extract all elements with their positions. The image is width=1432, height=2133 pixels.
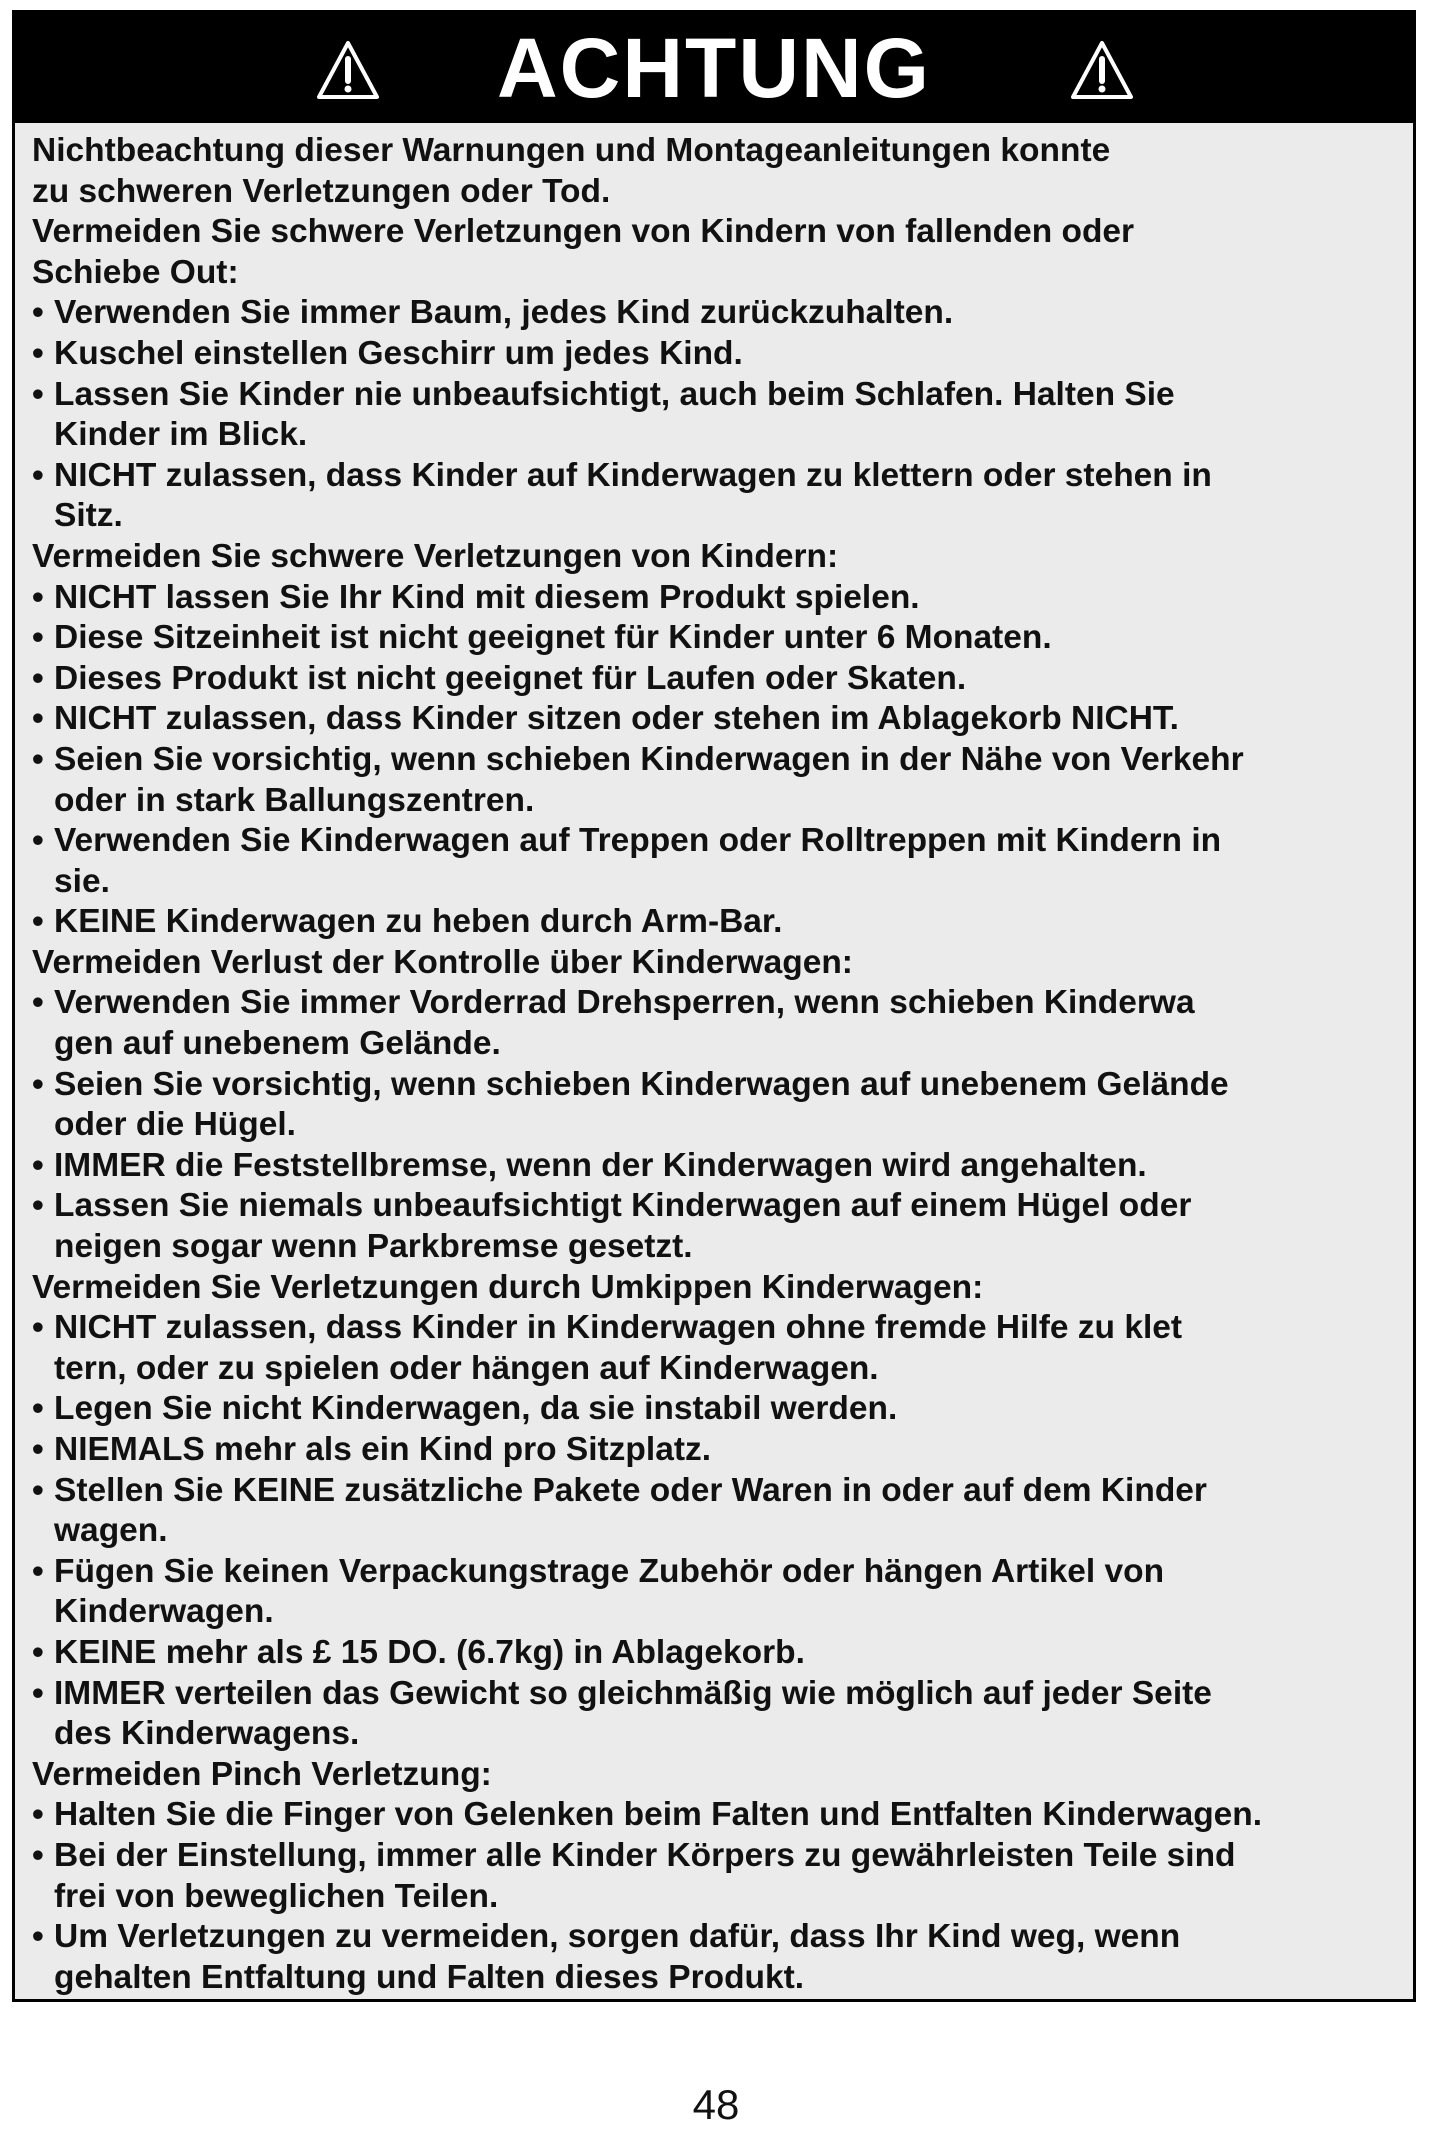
bullet-item <box>32 1674 1413 1755</box>
bullet-text: des Kinderwagens. <box>54 1715 360 1753</box>
bullet-text: • Legen Sie nicht Kinderwagen, da sie instabil werden. <box>54 1390 898 1428</box>
bullet-text: • Bei der Einstellung, immer alle Kinder Körpers zu gewährleisten Teile sind <box>54 1836 1236 1874</box>
bullet-item <box>32 1836 1413 1917</box>
bullet-item <box>32 659 1413 700</box>
warning-content <box>15 123 1413 1998</box>
bullet-text: • NICHT zulassen, dass Kinder auf Kinderwagen zu klettern oder stehen in <box>54 456 1212 494</box>
bullet-text: gen auf unebenem Gelände. <box>54 1025 501 1063</box>
page-number: 48 <box>692 2081 740 2128</box>
bullet-text: • KEINE Kinderwagen zu heben durch Arm-Bar. <box>54 903 783 941</box>
bullet-text: • Lassen Sie niemals unbeaufsichtigt Kinderwagen auf einem Hügel oder <box>54 1187 1192 1225</box>
warning-header <box>15 13 1413 123</box>
bullet-text: Sitz. <box>54 497 123 535</box>
bullet-text: • Verwenden Sie immer Baum, jedes Kind zurückzuhalten. <box>54 294 954 332</box>
bullet-item <box>32 821 1413 902</box>
intro-line: Nichtbeachtung dieser Warnungen und Montageanleitungen konnte <box>32 132 1111 169</box>
bullet-text: • NIEMALS mehr als ein Kind pro Sitzplatz. <box>54 1431 712 1468</box>
bullet-text: • Um Verletzungen zu vermeiden, sorgen dafür, dass Ihr Kind weg, wenn <box>54 1918 1181 1956</box>
bullet-text: Kinderwagen. <box>54 1593 274 1631</box>
bullet-text: neigen sogar wenn Parkbremse gesetzt. <box>54 1228 693 1266</box>
bullet-text: • Diese Sitzeinheit ist nicht geeignet für Kinder unter 6 Monaten. <box>54 619 1052 657</box>
bullet-item <box>32 1917 1413 1998</box>
bullet-item <box>32 1633 1413 1674</box>
bullet-item <box>32 699 1413 740</box>
bullet-text: • Verwenden Sie Kinderwagen auf Treppen oder Rolltreppen mit Kindern in <box>54 822 1222 860</box>
section-heading: Vermeiden Sie schwere Verletzungen von Kindern: <box>32 537 839 575</box>
bullet-text: • Dieses Produkt ist nicht geeignet für Laufen oder Skaten. <box>54 659 967 697</box>
bullet-text: • IMMER die Feststellbremse, wenn der Kinderwagen wird angehalten. <box>54 1146 1147 1184</box>
bullet-text: frei von beweglichen Teilen. <box>54 1877 499 1915</box>
bullet-text: tern, oder zu spielen oder hängen auf Kinderwagen. <box>54 1349 879 1387</box>
warning-box <box>12 10 1416 2002</box>
bullet-item <box>32 578 1413 619</box>
warning-triangle-icon <box>1069 39 1135 103</box>
bullet-item <box>32 1186 1413 1267</box>
bullet-item <box>32 1471 1413 1552</box>
bullet-text: • NICHT zulassen, dass Kinder in Kinderwagen ohne fremde Hilfe zu klet <box>54 1309 1183 1347</box>
bullet-item <box>32 902 1413 943</box>
section-heading: Schiebe Out: <box>32 253 239 291</box>
bullet-item <box>32 1552 1413 1633</box>
bullet-item <box>32 456 1413 537</box>
bullet-text: • Lassen Sie Kinder nie unbeaufsichtigt, auch beim Schlafen. Halten Sie <box>54 375 1175 413</box>
section-heading: Vermeiden Sie schwere Verletzungen von Kindern von fallenden oder <box>32 213 1135 251</box>
bullet-text: • Stellen Sie KEINE zusätzliche Pakete oder Waren in oder auf dem Kinder <box>54 1471 1207 1509</box>
section-heading: Vermeiden Pinch Verletzung: <box>32 1755 492 1793</box>
bullet-text: sie. <box>54 862 110 900</box>
bullet-text: • IMMER verteilen das Gewicht so gleichmäßig wie möglich auf jeder Seite <box>54 1674 1212 1712</box>
bullet-item <box>32 618 1413 659</box>
intro-line: zu schweren Verletzungen oder Tod. <box>32 172 611 210</box>
bullet-text: oder die Hügel. <box>54 1106 296 1144</box>
bullet-item <box>32 293 1413 334</box>
bullet-item <box>32 1308 1413 1389</box>
bullet-text: • Fügen Sie keinen Verpackungstrage Zubehör oder hängen Artikel von <box>54 1552 1165 1590</box>
bullet-text: Kinder im Blick. <box>54 416 308 454</box>
bullet-item <box>32 334 1413 375</box>
bullet-item <box>32 1389 1413 1430</box>
warning-title: ACHTUNG <box>497 21 931 115</box>
bullet-item <box>32 983 1413 1064</box>
bullet-text: gehalten Entfaltung und Falten dieses Produkt. <box>54 1958 805 1996</box>
bullet-item <box>32 1065 1413 1146</box>
bullet-text: • NICHT lassen Sie Ihr Kind mit diesem Produkt spielen. <box>54 578 920 616</box>
bullet-item <box>32 375 1413 456</box>
bullet-text: • KEINE mehr als £ 15 DO. (6.7kg) in Ablagekorb. <box>54 1633 805 1671</box>
bullet-text: wagen. <box>54 1512 168 1550</box>
bullet-item <box>32 1430 1413 1471</box>
bullet-item <box>32 740 1413 821</box>
bullet-text: • Kuschel einstellen Geschirr um jedes Kind. <box>54 334 743 372</box>
bullet-text: • Verwenden Sie immer Vorderrad Drehsperren, wenn schieben Kinderwa <box>54 984 1195 1022</box>
warning-triangle-icon <box>315 39 381 103</box>
bullet-text: • Seien Sie vorsichtig, wenn schieben Kinderwagen auf unebenem Gelände <box>54 1065 1229 1103</box>
bullet-text: • NICHT zulassen, dass Kinder sitzen oder stehen im Ablagekorb NICHT. <box>54 700 1179 738</box>
bullet-text: • Seien Sie vorsichtig, wenn schieben Kinderwagen in der Nähe von Verkehr <box>54 740 1244 778</box>
bullet-item <box>32 1146 1413 1187</box>
bullet-item <box>32 1795 1413 1836</box>
section-heading: Vermeiden Sie Verletzungen durch Umkippen Kinderwagen: <box>32 1268 984 1306</box>
section-heading: Vermeiden Verlust der Kontrolle über Kinderwagen: <box>32 943 853 981</box>
bullet-text: oder in stark Ballungszentren. <box>54 781 535 819</box>
bullet-text: • Halten Sie die Finger von Gelenken beim Falten und Entfalten Kinderwagen. <box>54 1796 1263 1834</box>
